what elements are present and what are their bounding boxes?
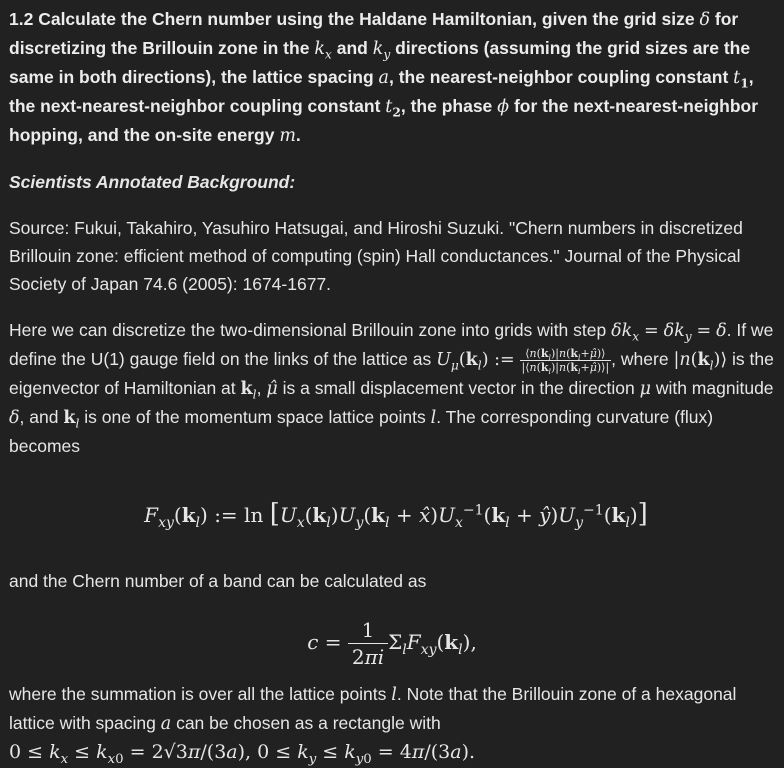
task-description: 1.2 Calculate the Chern number using the Haldane Hamiltonian, given the grid size δ for discretizing the Brillouin zone in the $k_x$ and $k_y$ directions (assuming the grid sizes are the same in both directions), the lattice spacing a, the nearest-neighbor coupling constant $t_1$, the next-nearest-neighbor coupling constant $t_2$, the phase ϕ for the next-nearest-neighbor hopping, and the on-site energy m.	[9, 9, 759, 146]
paragraph-discretization: Here we can discretize the two-dimensional Brillouin zone into grids with step $\delta k_x = \delta k_y = \delta$. If we define the U(1) gauge field on the links of the lattice as $U_\mu(k_l)$ := $\frac{⟨n(k_l)|n(k_l+\mû)⟩}{|⟨n(k_l)|n(k_l+\mû)⟩|}$ , where $|n(k_l)⟩$ is the eigenvector of Hamiltonian at $k_l$, μ̂ is a small displacement vector in the direction μ with magnitude δ, and $k_l$ is one of the momentum space lattice points l. The corresponding curvature (flux) becomes	[9, 320, 774, 456]
brillouin-zone-range: $0 \le k_x \le k_{x0} = 2√3\pi/(3a)$, $0 \le k_y \le k_{y0} = 4\pi/(3a)$.	[9, 741, 476, 767]
background-heading: Scientists Annotated Background:	[9, 172, 296, 192]
paragraph-summation: where the summation is over all the lattice points l. Note that the Brillouin zone of a hexagonal lattice with spacing a can be chosen as a rectangle with $0 \le k_x \le k_{x0} = 2√3\pi/(3a)$, $0 \le k_y \le k_{y0} = 4\pi/(3a)$.	[9, 684, 737, 767]
task-number: 1.2	[9, 9, 34, 29]
gauge-field-fraction: $\frac{⟨n(k_l)|n(k_l+\mû)⟩}{|⟨n(k_l)|n(k_l+\mû)⟩|}$	[521, 346, 610, 377]
source-citation: Source: Fukui, Takahiro, Yasuhiro Hatsugai, and Hiroshi Suzuki. "Chern numbers in discretized Brillouin zone: efficient method of computing (spin) Hall conductances." Journal of the Physical Society of Japan 74.6 (2005): 1674-1677.	[9, 218, 743, 294]
chern-number-equation: c = $\frac{1}{2\pi i}$ $\Sigma_lF_{xy}(k_l)$,	[307, 618, 477, 669]
chern-fraction: $\frac{1}{2\pi i}$	[348, 617, 388, 670]
paragraph-chern-intro: and the Chern number of a band can be calculated as	[9, 571, 427, 591]
curvature-equation: $F_{xy}(k_l)$ := $\ln [U_x(k_l)U_y(k_l$ + $x̂)U_x^{-1}(k_l$ + $ŷ)U_y^{-1}(k_l)$]	[144, 499, 648, 531]
